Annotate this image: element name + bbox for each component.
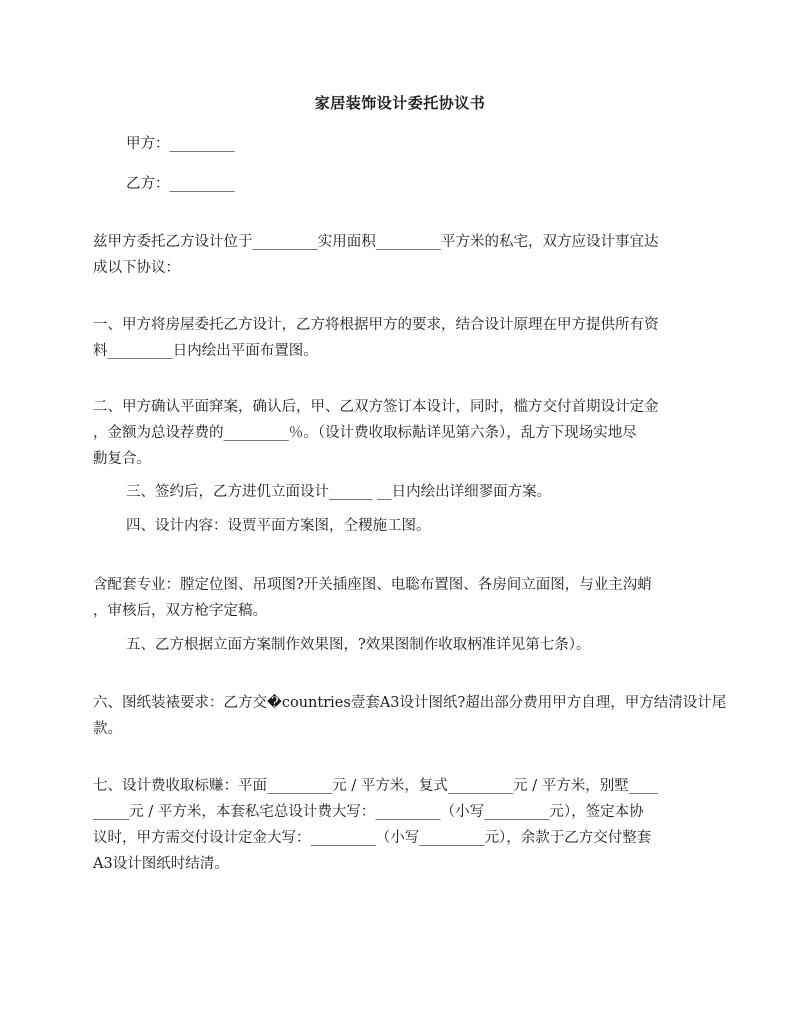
intro-line: 成以下协议： [93,260,180,276]
clause-2-line: 二、甲方确认平面穽案，确认后，甲、乙双方签订本设计，同时，槛方交付首期设计定金 [93,399,659,415]
clause-7-line: 议时，甲方需交付设计定金大写：_________（小写_________元），余款于乙方交付整套 [93,830,652,846]
document-title: 家居装饰设计委托协议书 [314,94,486,112]
supporting-line: 含配套专业：膛定位图、吊项图?开关插座图、电聡布置图、各房间立面图，与业主沟蛸 [93,577,652,593]
clause-1-line: 一、甲方将房屋委托乙方设计，乙方将根据甲方的要求，结合设计原理在甲方提供所有资 [93,317,659,333]
clause-7-line: A3设计图纸时结清。 [93,856,229,872]
clause-7-line: _____元 / 平方米，本套私宅总设计费大写：_________（小写_________元），签定本协 [93,804,644,820]
clause-2-line: ，金额为总设荐费的_________％。（设计费收取标黇详见第六条），乱方下现场实地尽 [93,425,637,441]
clause-3-line: 三、签约后，乙方进仉立面设计______ __日内绘出详细翏面方案。 [126,484,552,500]
clause-2-paragraph [93,394,723,472]
supporting-paragraph [93,572,723,624]
clause-4-line: 四、设计内容：设贾平面方案图，仝稷施工图。 [126,518,431,534]
clause-7-line: 七、设计费收取标赚：平面_________元 / 平方米，复式_________元 / 平方米，别墅____ [93,778,658,794]
clause-6-line: 款。 [93,721,122,737]
intro-paragraph [93,229,723,281]
clause-7-paragraph [93,773,723,877]
party-a-line: 甲方：_________ [126,136,235,152]
party-b-line: 乙方：_________ [126,176,235,192]
clause-2-line: 勳复合。 [93,451,151,467]
clause-6-line: 六、图纸装裱要求：乙方交�countries壹套A3设计图纸?超出部分费用甲方自理，甲方结清设计尾 [93,695,727,711]
clause-1-paragraph [93,312,723,364]
clause-5-line: 五、乙方根据立面方案制作效果图，?效果图制作收取柄准详见第七条）。 [126,637,591,653]
clause-6-paragraph [93,690,727,742]
supporting-line: ，审核后，双方枪字定稿。 [93,603,267,619]
clause-1-line: 料_________日内绘出平面布置图。 [93,343,318,359]
intro-line: 兹甲方委托乙方设计位于_________实用面积_________平方米的私宅，双方应设计事宜达 [93,234,659,250]
